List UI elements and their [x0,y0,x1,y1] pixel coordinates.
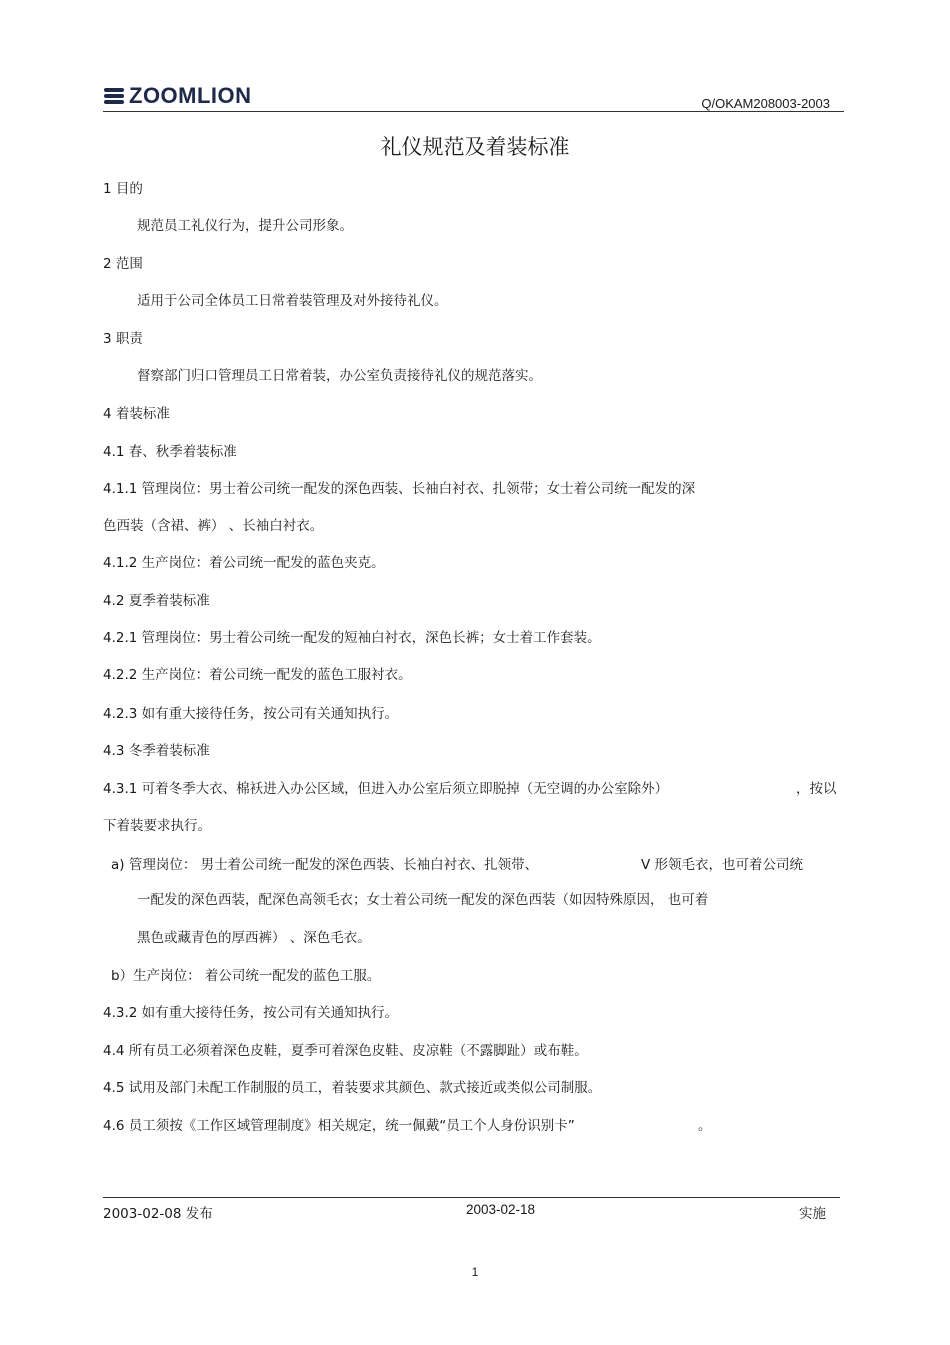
page-title: 礼仪规范及着装标准 [380,135,570,159]
clause-text: 4.1.1 管理岗位：男士着公司统一配发的深色西装、长袖白衬衣、扎领带；女士着公司统一配发的深 [103,481,696,497]
header-rule [103,111,844,112]
brand-logo [103,84,252,108]
section-heading: 4 着装标准 [103,406,170,422]
clause-text: 4.2.1 管理岗位：男士着公司统一配发的短袖白衬衣，深色长裤；女士着工作套装。 [103,630,601,646]
publish-date: 2003-02-08 发布 [103,1206,213,1222]
clause-text-tail: 。 [698,1118,712,1134]
effective-date: 2003-02-18 [466,1202,536,1217]
clause-text: 4.2.3 如有重大接待任务，按公司有关通知执行。 [103,706,399,722]
clause-text: 4.6 员工须按《工作区域管理制度》相关规定，统一佩戴“员工个人身份识别卡” [103,1118,575,1134]
clause-text-continued: 色西装（含裙、裤） 、长袖白衬衣。 [103,518,324,534]
paragraph: 督察部门归口管理员工日常着装，办公室负责接待礼仪的规范落实。 [137,368,542,384]
section-heading: 2 范围 [103,256,143,272]
clause-text-tail: ，按以 [796,781,837,797]
effective-label: 实施 [799,1206,826,1222]
clause-text: 4.5 试用及部门未配工作制服的员工，着装要求其颜色、款式接近或类似公司制服。 [103,1080,602,1096]
subsection-heading: 4.1 春、秋季着装标准 [103,444,237,460]
clause-text-continued: 下着装要求执行。 [103,818,211,834]
list-item-continued: 黑色或藏青色的厚西裤） 、深色毛衣。 [137,930,371,946]
list-item-continued: 一配发的深色西装，配深色高领毛衣；女士着公司统一配发的深色西装（如因特殊原因， 也可着 [137,892,709,908]
document-code: Q/OKAM208003-2003 [701,96,830,111]
paragraph: 规范员工礼仪行为，提升公司形象。 [137,218,353,234]
clause-text: 4.2.2 生产岗位：着公司统一配发的蓝色工服衬衣。 [103,667,412,683]
clause-text: 4.1.2 生产岗位：着公司统一配发的蓝色夹克。 [103,555,385,571]
clause-text: 4.3.2 如有重大接待任务，按公司有关通知执行。 [103,1005,399,1021]
paragraph: 适用于公司全体员工日常着装管理及对外接待礼仪。 [137,293,448,309]
clause-text: 4.4 所有员工必须着深色皮鞋，夏季可着深色皮鞋、皮凉鞋（不露脚趾）或布鞋。 [103,1043,588,1059]
list-item: b）生产岗位： 着公司统一配发的蓝色工服。 [111,968,381,984]
list-item: a) 管理岗位： 男士着公司统一配发的深色西装、长袖白衬衣、扎领带、 [111,857,539,873]
clause-text: 4.3.1 可着冬季大衣、棉袄进入办公区域，但进入办公室后须立即脱掉（无空调的办公室除外） [103,781,669,797]
brand-name: ZOOMLION [129,83,252,108]
zoomlion-emblem-icon [103,87,125,105]
subsection-heading: 4.2 夏季着装标准 [103,593,210,609]
footer-rule [103,1197,840,1198]
list-item-tail: V 形领毛衣，也可着公司统 [641,857,804,873]
subsection-heading: 4.3 冬季着装标准 [103,743,210,759]
section-heading: 3 职责 [103,331,143,347]
section-heading: 1 目的 [103,181,143,197]
page-number: 1 [471,1265,479,1279]
